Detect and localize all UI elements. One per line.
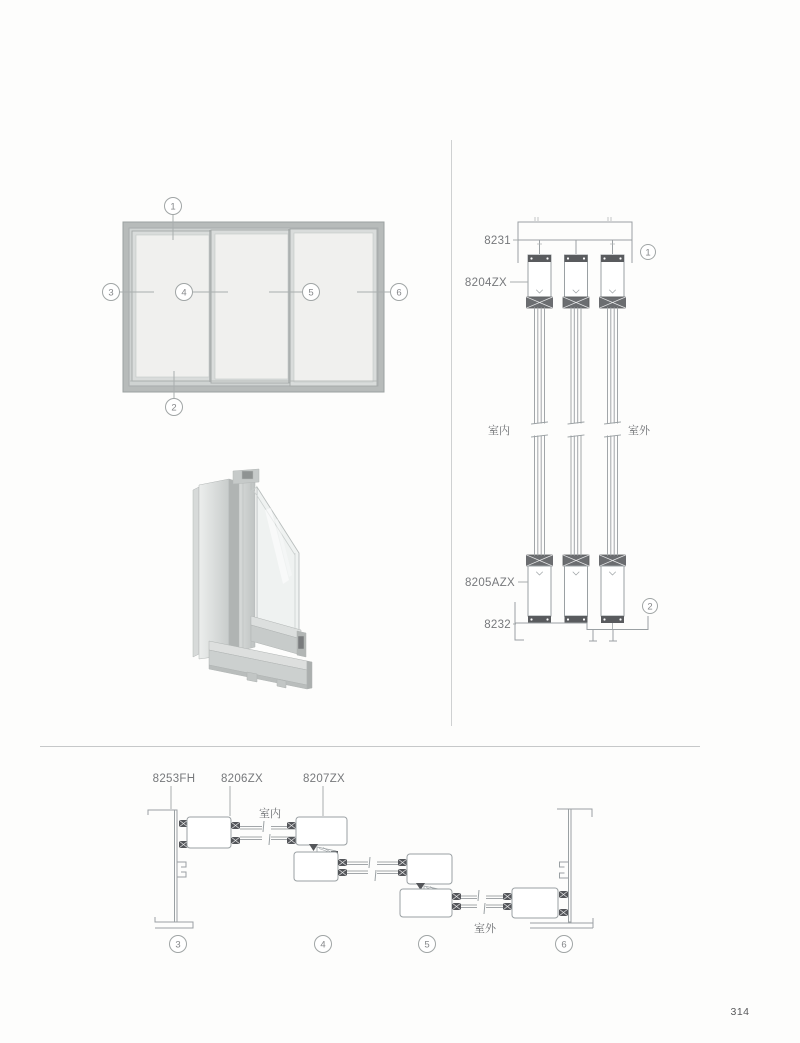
callout-6	[391, 284, 408, 301]
label-sash-bottom: 8205AZX	[464, 577, 515, 589]
jamb-face	[199, 479, 229, 659]
label-outdoor: 室外	[628, 425, 650, 437]
label-jamb: 8253FH	[152, 773, 196, 785]
horizontal-divider	[40, 746, 700, 747]
vertical-section-drawing	[450, 196, 785, 661]
callout-5	[303, 284, 320, 301]
callout-2-number: 2	[171, 402, 177, 414]
callout-3-number: 3	[108, 287, 114, 299]
label-indoor-h: 室内	[259, 808, 281, 820]
callout-3h-number: 3	[175, 939, 181, 951]
callout-sill-number: 2	[647, 601, 653, 613]
callout-bubbles-horizontal	[170, 936, 573, 953]
callout-2	[166, 399, 183, 416]
label-sash-top: 8204ZX	[464, 277, 507, 289]
label-sill: 8232	[484, 619, 511, 631]
glass-pane	[251, 487, 299, 635]
callout-3h	[170, 936, 187, 953]
page-number: 314	[730, 1006, 750, 1018]
callout-1	[165, 198, 182, 215]
label-outdoor-h: 室外	[474, 923, 496, 935]
label-indoor: 室内	[488, 425, 510, 437]
callout-5h-number: 5	[424, 939, 430, 951]
callout-5h	[419, 936, 436, 953]
left-jamb-profile	[148, 810, 193, 928]
callout-6-number: 6	[396, 287, 402, 299]
sill-track-1	[247, 672, 257, 682]
window-elevation-drawing	[85, 192, 415, 422]
label-head-frame: 8231	[484, 235, 511, 247]
label-interlock: 8207ZX	[302, 773, 346, 785]
callout-6h-number: 6	[561, 939, 567, 951]
callout-4h-number: 4	[320, 939, 326, 951]
callout-head	[641, 245, 656, 260]
callout-6h	[556, 936, 573, 953]
profile-3d-render	[185, 458, 320, 698]
jamb-return	[229, 479, 239, 655]
sill-end	[307, 661, 312, 689]
callout-5-number: 5	[308, 287, 314, 299]
callout-head-number: 1	[645, 247, 651, 259]
sash-sections	[527, 255, 626, 623]
callout-3	[103, 284, 120, 301]
panel2-section	[294, 852, 452, 884]
jamb-fin	[193, 487, 199, 657]
panel3-section	[400, 888, 568, 918]
top-cap-detail	[242, 471, 253, 479]
callout-4-number: 4	[181, 287, 187, 299]
sliding-panels	[130, 229, 377, 386]
callout-4	[176, 284, 193, 301]
callout-4h	[315, 936, 332, 953]
callout-sill	[643, 599, 658, 614]
horizontal-section-drawing	[95, 762, 620, 962]
label-sash: 8206ZX	[220, 773, 264, 785]
glazing-pocket	[298, 636, 304, 649]
callout-1-number: 1	[170, 201, 176, 213]
panel1-section	[179, 817, 347, 848]
